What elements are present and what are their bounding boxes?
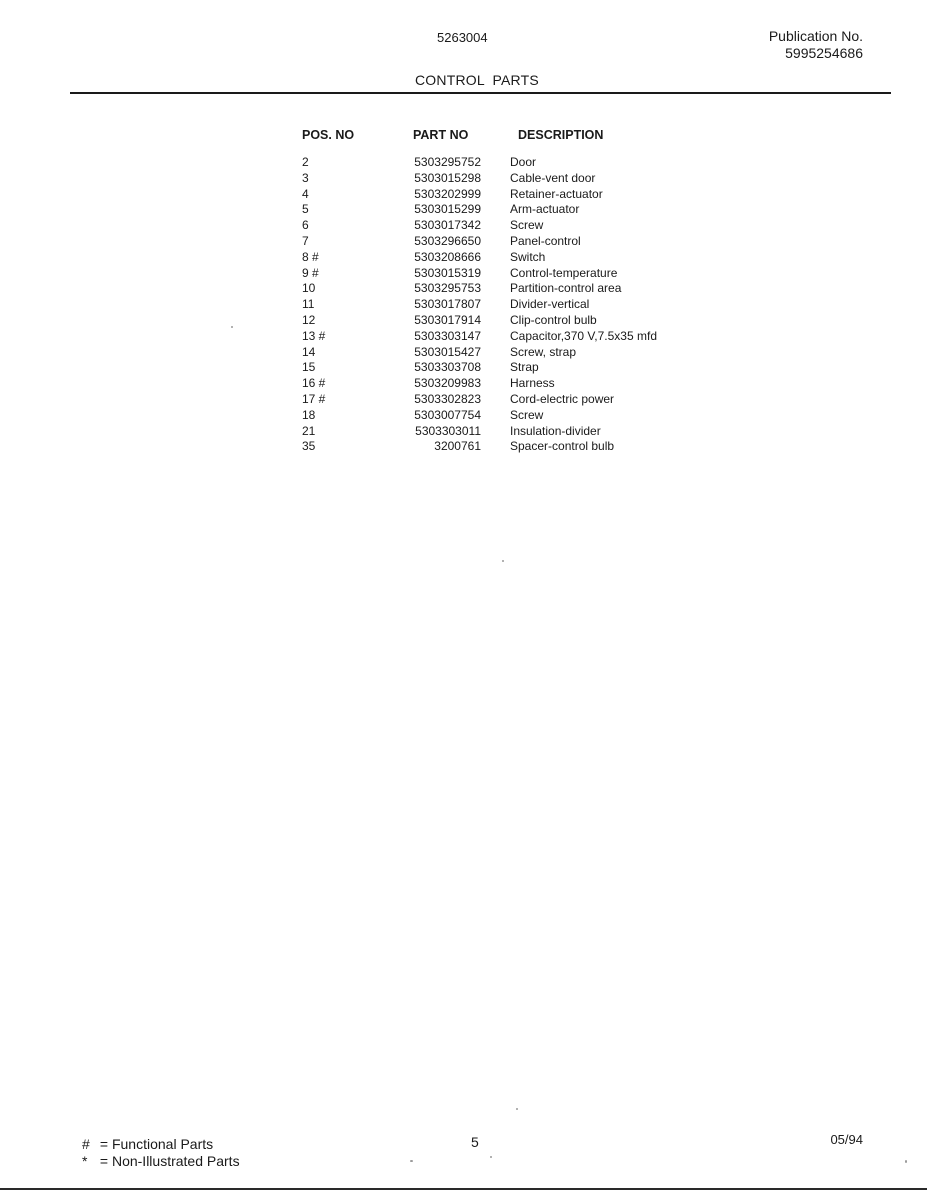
pos-cell: 12 [302,312,316,327]
table-row [302,202,657,218]
table-row [302,439,657,455]
part-cell: 5303303147 [414,328,481,343]
description-cell: Switch [510,249,546,264]
pos-cell: 4 [302,186,309,201]
scan-speck [502,560,504,562]
table-row [302,313,657,329]
legend-symbol: # [82,1136,90,1152]
pos-cell: 11 [302,297,315,312]
part-cell: 5303295752 [414,155,481,169]
part-cell: 5303015298 [414,170,481,185]
legend-symbol: * [82,1153,88,1169]
part-cell: 5303015427 [414,344,481,359]
scan-speck [490,1156,492,1158]
pos-cell: 15 [302,360,316,375]
table-row [302,424,657,440]
table-row [302,297,657,313]
page-number: 5 [471,1134,479,1150]
part-cell: 5303303011 [415,423,481,438]
header-divider [70,92,891,94]
description-cell: Arm-actuator [510,202,580,217]
publication-label: Publication No. [768,28,863,44]
pos-cell: 17 # [302,391,326,406]
part-cell: 5303015319 [414,265,481,280]
part-cell: 5303208666 [414,249,481,264]
description-cell: Harness [510,376,555,391]
section-title: CONTROL PARTS [415,72,539,88]
scan-speck [516,1108,518,1110]
description-cell: Cable-vent door [510,170,596,185]
part-cell: 5303017914 [414,312,481,327]
part-cell: 5303015299 [414,202,481,217]
pos-cell: 7 [302,233,309,248]
parts-table [302,127,657,455]
pos-cell: 10 [302,281,316,296]
pos-cell: 13 # [302,328,326,343]
table-row [302,187,657,203]
footer-divider [0,1188,927,1190]
part-cell: 5303017807 [414,297,481,312]
description-cell: Panel-control [510,233,581,248]
table-row [302,155,657,171]
date-code: 05/94 [830,1132,863,1147]
scan-speck [231,326,233,328]
column-header-description: DESCRIPTION [518,128,604,142]
description-cell: Divider-vertical [510,297,590,312]
table-row [302,250,657,266]
pos-cell: 35 [302,439,316,454]
scan-speck [905,1160,907,1163]
pos-cell: 14 [302,344,316,359]
part-cell: 5303007754 [414,407,481,422]
table-header-row [302,127,657,155]
footer-legend [82,1136,240,1170]
pos-cell: 6 [302,218,309,233]
column-header-part: PART NO [413,128,469,142]
table-row [302,218,657,234]
table-row [302,408,657,424]
table-row [302,376,657,392]
description-cell: Control-temperature [510,265,618,280]
pos-cell: 21 [302,423,316,438]
model-number: 5263004 [437,30,488,45]
table-row [302,281,657,297]
table-row [302,266,657,282]
part-cell: 5303209983 [414,376,481,391]
description-cell: Screw [510,218,544,233]
part-cell: 5303295753 [414,281,481,296]
column-header-pos: POS. NO [302,128,355,142]
part-cell: 5303017342 [414,218,481,233]
pos-cell: 3 [302,170,309,185]
table-row [302,360,657,376]
description-cell: Screw, strap [510,344,577,359]
description-cell: Partition-control area [510,281,622,296]
part-cell: 5303303708 [414,360,481,375]
table-row [302,171,657,187]
parts-table-body [302,155,657,455]
description-cell: Cord-electric power [510,391,615,406]
table-row [302,234,657,250]
description-cell: Clip-control bulb [510,312,597,327]
scan-speck [410,1160,413,1162]
table-row [302,345,657,361]
part-cell: 5303202999 [414,186,481,201]
description-cell: Retainer-actuator [510,186,603,201]
table-row [302,392,657,408]
publication-number: 5995254686 [785,45,863,61]
legend-text: = Functional Parts [99,1136,214,1152]
legend-item-non-illustrated [82,1153,240,1170]
pos-cell: 18 [302,407,316,422]
part-cell: 3200761 [434,439,481,454]
description-cell: Insulation-divider [510,423,601,438]
publication-block [769,28,863,62]
description-cell: Capacitor,370 V,7.5x35 mfd [510,328,657,343]
part-cell: 5303302823 [414,391,481,406]
pos-cell: 5 [302,202,309,217]
description-cell: Spacer-control bulb [510,439,615,454]
table-row [302,329,657,345]
legend-text: = Non-Illustrated Parts [99,1153,240,1169]
part-cell: 5303296650 [414,233,481,248]
pos-cell: 8 # [302,249,319,264]
legend-item-functional [82,1136,240,1153]
pos-cell: 2 [302,155,309,169]
description-cell: Screw [510,407,544,422]
description-cell: Strap [510,360,539,375]
description-cell: Door [510,155,537,169]
pos-cell: 16 # [302,376,326,391]
pos-cell: 9 # [302,265,319,280]
